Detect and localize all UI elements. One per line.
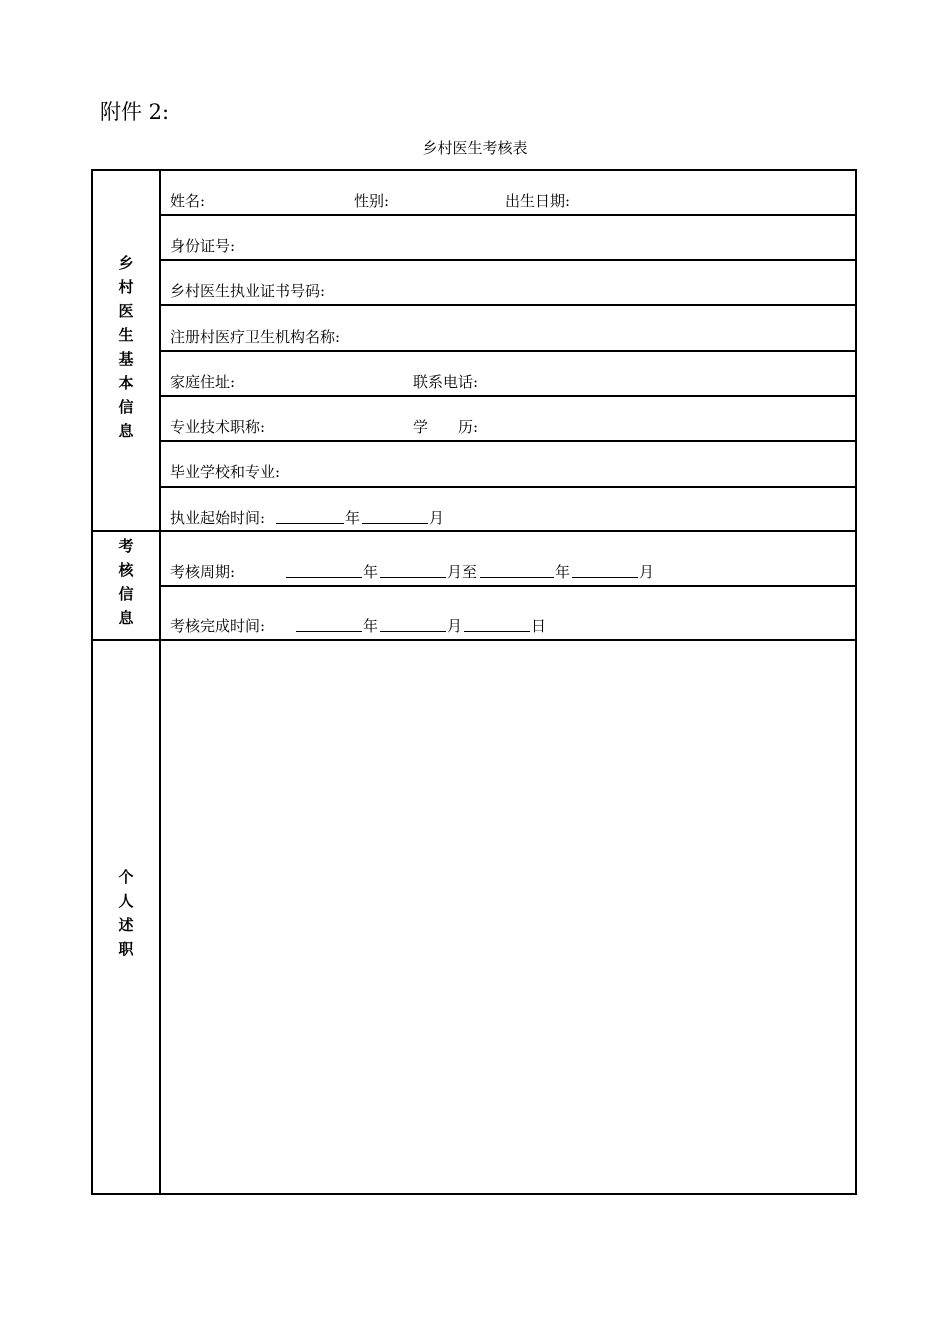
- row-divider: [159, 259, 857, 261]
- section-divider: [91, 530, 857, 532]
- completion-month-blank[interactable]: [380, 615, 446, 632]
- row-practice-start: [170, 507, 850, 529]
- year-unit: 年: [345, 509, 361, 527]
- day-unit: 日: [531, 617, 547, 635]
- completion-label: 考核完成时间:: [170, 617, 266, 635]
- row-address-phone: [170, 371, 850, 393]
- school-major-label: 毕业学校和专业:: [170, 463, 281, 481]
- row-assessment-period: [170, 561, 850, 583]
- row-divider: [159, 395, 857, 397]
- row-divider: [159, 585, 857, 587]
- row-title-education: [170, 416, 850, 438]
- education-label: 学 历:: [413, 418, 479, 436]
- section-self-report: 个人述职: [116, 869, 135, 965]
- practice-start-year-blank[interactable]: [276, 507, 344, 524]
- period-label: 考核周期:: [170, 563, 236, 581]
- row-id-number: [170, 235, 850, 257]
- gender-label: 性别:: [354, 192, 390, 210]
- name-label: 姓名:: [170, 192, 206, 210]
- row-divider: [159, 486, 857, 488]
- month-unit: 月: [429, 509, 445, 527]
- professional-title-label: 专业技术职称:: [170, 418, 266, 436]
- address-label: 家庭住址:: [170, 373, 236, 391]
- section-assessment-info: 考核信息: [116, 537, 135, 634]
- year-unit: 年: [363, 617, 379, 635]
- attachment-label: 附件 2:: [100, 100, 170, 124]
- row-school-major: [170, 461, 850, 483]
- year-unit: 年: [363, 563, 379, 581]
- birth-date-label: 出生日期:: [505, 192, 571, 210]
- month-to-unit: 月至: [447, 563, 478, 581]
- period-start-month-blank[interactable]: [380, 561, 446, 578]
- period-end-month-blank[interactable]: [572, 561, 638, 578]
- month-unit: 月: [639, 563, 655, 581]
- row-completion-time: [170, 615, 850, 637]
- section-basic-info: 乡村医生基本信息: [116, 254, 135, 447]
- license-number-label: 乡村医生执业证书号码:: [170, 282, 326, 300]
- practice-start-month-blank[interactable]: [362, 507, 428, 524]
- row-divider: [159, 214, 857, 216]
- row-name-gender-birth: [170, 190, 850, 212]
- year-unit: 年: [555, 563, 571, 581]
- row-divider: [159, 440, 857, 442]
- phone-label: 联系电话:: [413, 373, 479, 391]
- completion-day-blank[interactable]: [464, 615, 530, 632]
- id-number-label: 身份证号:: [170, 237, 236, 255]
- institution-label: 注册村医疗卫生机构名称:: [170, 328, 341, 346]
- completion-year-blank[interactable]: [296, 615, 362, 632]
- self-report-area[interactable]: [161, 641, 855, 1193]
- row-divider: [159, 304, 857, 306]
- row-institution: [170, 326, 850, 348]
- practice-start-label: 执业起始时间:: [170, 509, 266, 527]
- form-title: 乡村医生考核表: [422, 139, 528, 157]
- period-start-year-blank[interactable]: [286, 561, 362, 578]
- row-divider: [159, 350, 857, 352]
- row-license-number: [170, 280, 850, 302]
- month-unit: 月: [447, 617, 463, 635]
- period-end-year-blank[interactable]: [480, 561, 554, 578]
